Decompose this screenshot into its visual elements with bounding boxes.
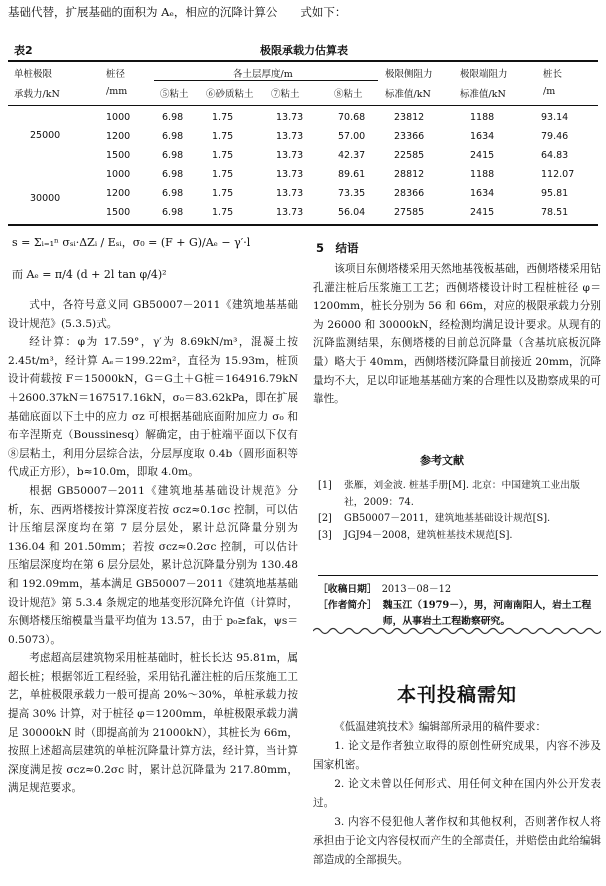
th-side-2: 标准值/kN: [385, 89, 431, 100]
table-cell: 70.68: [338, 112, 366, 123]
paragraph: 该项目东侧塔楼采用天然地基筏板基础，西侧塔楼采用钻孔灌注桩后压浆施工工艺；西侧塔楼设计时工程桩桩径 φ＝1200mm，桩长分别为 56 和 66m，对应的极限承载力分别为 26000 和 30000kN，经检测均满足设计要求。从现有的沉降监测结果，东侧塔楼的目前总沉降量（含基坑底板沉降量）略大于 40mm，西侧塔楼沉降量目前接近 20mm，沉降量均不大，足以印证地基基础方案的合理性以及勘察成果的可靠性。: [313, 263, 601, 406]
paragraph: 经计算：φ为 17.59°，γ′为 8.69kN/m³，混凝土按 2.45t/m³，经计算 Aₑ＝199.22m²，直径为 15.93m，桩顶设计荷载按 F＝15000kN，G＝G土＋G桩＝164916.79kN＋2600.37kN＝167517.16kN，σ₀＝83.62kPa，即在扩展基础底面以下土中的应力 σz 可根据基础底面附加应力 σ₀ 和布辛涅斯克（Boussinesq）解确定，由于桩端平面以下仅有⑧层粘土，利用分层综合法，分层厚度取 0.4b（圆形面积等代成正方形），b≈10.0m，即取 4.0m。: [8, 336, 298, 479]
table-cell: 1500: [106, 207, 131, 218]
table-cell: 1000: [106, 169, 131, 180]
th-layer6: ⑥砂质粘土: [206, 89, 254, 100]
th-len-1: 桩长: [543, 69, 563, 80]
paragraph: 2. 论文未曾以任何形式、用任何文种在国内外公开发表过。: [313, 778, 601, 809]
table-cell: 13.73: [276, 188, 304, 199]
table-cell: 6.98: [162, 188, 184, 199]
formula-area: 而 Aₑ = π/4 (d + 2l tan φ/4)²: [12, 268, 167, 281]
table-cell: 95.81: [541, 188, 569, 199]
table-cell: 1.75: [212, 131, 234, 142]
table-bottom-rule: [8, 224, 598, 226]
th-len-2: /m: [543, 86, 556, 97]
table-cell: 1.75: [212, 112, 234, 123]
table-cell: 57.00: [338, 131, 366, 142]
table-cell: 1634: [470, 188, 495, 199]
table-cell: 23366: [394, 131, 425, 142]
paragraph: 根据 GB50007－2011《建筑地基基础设计规范》分析，东、西两塔楼按计算深度若按 σcz≈0.1σc 控制，可以估计压缩层深度均在第 7 层分层处，累计总沉降量分别为 136.04 和 201.50mm；若按 σcz≈0.2σc 控制，可以估计压缩层深度均在第 6 层分层处，累计总沉降量分别为 130.48 和 192.09mm，基本满足 GB50007－2011《建筑地基基础设计规范》第 5.3.4 条规定的地基变形沉降允许值（计算时，东侧塔楼压缩模量当量平均值为 13.57，由于 p₀≥fak，ψs＝0.5073）。: [8, 484, 298, 646]
conclusion-text: [313, 260, 601, 409]
table-cell: 13.73: [276, 169, 304, 180]
group-label: 30000: [30, 193, 61, 204]
paragraph: 1. 论文是作者独立取得的原创性研究成果，内容不涉及国家机密。: [313, 740, 601, 771]
table-cell: 1000: [106, 112, 131, 123]
notice-body: [313, 718, 601, 870]
table-cell: 112.07: [541, 169, 575, 180]
th-diameter-1: 桩径: [106, 69, 126, 80]
author-bio: 魏玉江（1979－），男，河南南阳人，岩土工程师，从事岩土工程勘察研究。: [382, 600, 592, 627]
meta-rule: [318, 575, 598, 576]
table-cell: 2415: [470, 150, 495, 161]
table-cell: 6.98: [162, 169, 184, 180]
table-cell: 13.73: [276, 131, 304, 142]
table-cell: 79.46: [541, 131, 569, 142]
th-layer8: ⑧粘土: [334, 89, 363, 100]
intro-line: 基础代替，扩展基础的面积为 Aₑ，相应的沉降计算公 式如下：: [8, 5, 347, 19]
table-cell: 64.83: [541, 150, 569, 161]
table-cell: 13.73: [276, 207, 304, 218]
table-cell: 6.98: [162, 150, 184, 161]
table-cell: 1634: [470, 131, 495, 142]
received-label: ［收稿日期］: [318, 584, 372, 595]
table-cell: 22585: [394, 150, 425, 161]
wave-divider: [313, 626, 601, 636]
article-meta: [318, 582, 598, 630]
table-cell: 1.75: [212, 188, 234, 199]
th-layer-group: 各土层厚度/m: [233, 69, 293, 80]
paragraph: 式中，各符号意义同 GB50007－2011《建筑地基基础设计规范》(5.3.5)式。: [8, 299, 298, 330]
references-list: [318, 478, 598, 544]
left-column: [8, 296, 298, 798]
received-date: 2013－08－12: [381, 584, 452, 595]
th-layer7: ⑦粘土: [271, 89, 300, 100]
table-cell: 1188: [470, 112, 495, 123]
references-heading: 参考文献: [420, 454, 464, 467]
layer-group-rule: [154, 80, 378, 81]
notice-title: 本刊投稿需知: [396, 684, 517, 706]
table-cell: 56.04: [338, 207, 366, 218]
table-cell: 1200: [106, 188, 131, 199]
th-layer5: ⑤粘土: [160, 89, 189, 100]
table-cell: 6.98: [162, 207, 184, 218]
table-cell: 28366: [394, 188, 425, 199]
table-cell: 6.98: [162, 112, 184, 123]
formula-settlement: s = Σᵢ₌₁ⁿ σₛᵢ·ΔZᵢ / Eₛᵢ，σ₀ = (F + G)/Aₑ − γ′·l: [12, 236, 251, 249]
author-label: ［作者简介］: [318, 600, 377, 611]
table-cell: 1500: [106, 150, 131, 161]
table-cell: 89.61: [338, 169, 366, 180]
table-cell: 42.37: [338, 150, 366, 161]
th-single-pile-2: 承载力/kN: [14, 89, 60, 100]
table-cell: 1.75: [212, 150, 234, 161]
reference-item: [1] 张雁，刘金波. 桩基手册[M]. 北京：中国建筑工业出版社，2009：74.: [318, 480, 580, 508]
paragraph: 《低温建筑技术》编辑部所录用的稿件要求：: [334, 721, 547, 733]
table-cell: 1188: [470, 169, 495, 180]
th-diameter-2: /mm: [106, 86, 128, 97]
table-cell: 1.75: [212, 169, 234, 180]
table-title: 极限承载力估算表: [260, 44, 348, 57]
th-side-1: 极限侧阻力: [385, 69, 433, 80]
paragraph: 考虑超高层建筑物采用桩基础时，桩长长达 95.81m，属超长桩；根据邻近工程经验，采用钻孔灌注桩的后压浆施工工艺，单桩极限承载力一般可提高 20%～30%，单桩承载力按提高 30% 计算，对于桩径 φ＝1200mm，单桩极限承载力满足 30000kN 时（即提高前为 21000kN），其桩长为 66m，按照上述超高层建筑的单桩沉降量计算方法，经计算，当计算深度满足按 σcz≈0.2σc 时，累计总沉降量为 217.80mm，满足规范要求。: [8, 652, 298, 795]
th-single-pile-1: 单桩极限: [14, 69, 53, 80]
table-cell: 93.14: [541, 112, 569, 123]
th-end-1: 极限端阻力: [460, 69, 508, 80]
reference-item: [2] GB50007－2011，建筑地基基础设计规范[S].: [318, 513, 551, 524]
table-top-rule: [8, 60, 598, 62]
th-end-2: 标准值/kN: [460, 89, 506, 100]
table-cell: 78.51: [541, 207, 569, 218]
table-cell: 23812: [394, 112, 425, 123]
paragraph: 3. 内容不侵犯他人著作权和其他权利，否则著作权人将承担由于论文内容侵权而产生的全部责任，并赔偿由此给编辑部造成的全部损失。: [313, 816, 601, 866]
table-number: 表2: [14, 44, 33, 57]
table-cell: 27585: [394, 207, 425, 218]
table-cell: 13.73: [276, 112, 304, 123]
table-cell: 13.73: [276, 150, 304, 161]
reference-item: [3] JGJ94－2008，建筑桩基技术规范[S].: [318, 529, 513, 541]
group-label: 25000: [30, 130, 61, 141]
table-cell: 73.35: [338, 188, 366, 199]
table-cell: 6.98: [162, 131, 184, 142]
section-heading: 5 结语: [316, 241, 359, 255]
table-cell: 28812: [394, 169, 425, 180]
table-cell: 2415: [470, 207, 495, 218]
table-header-rule: [8, 105, 598, 106]
table-cell: 1.75: [212, 207, 234, 218]
table-cell: 1200: [106, 131, 131, 142]
